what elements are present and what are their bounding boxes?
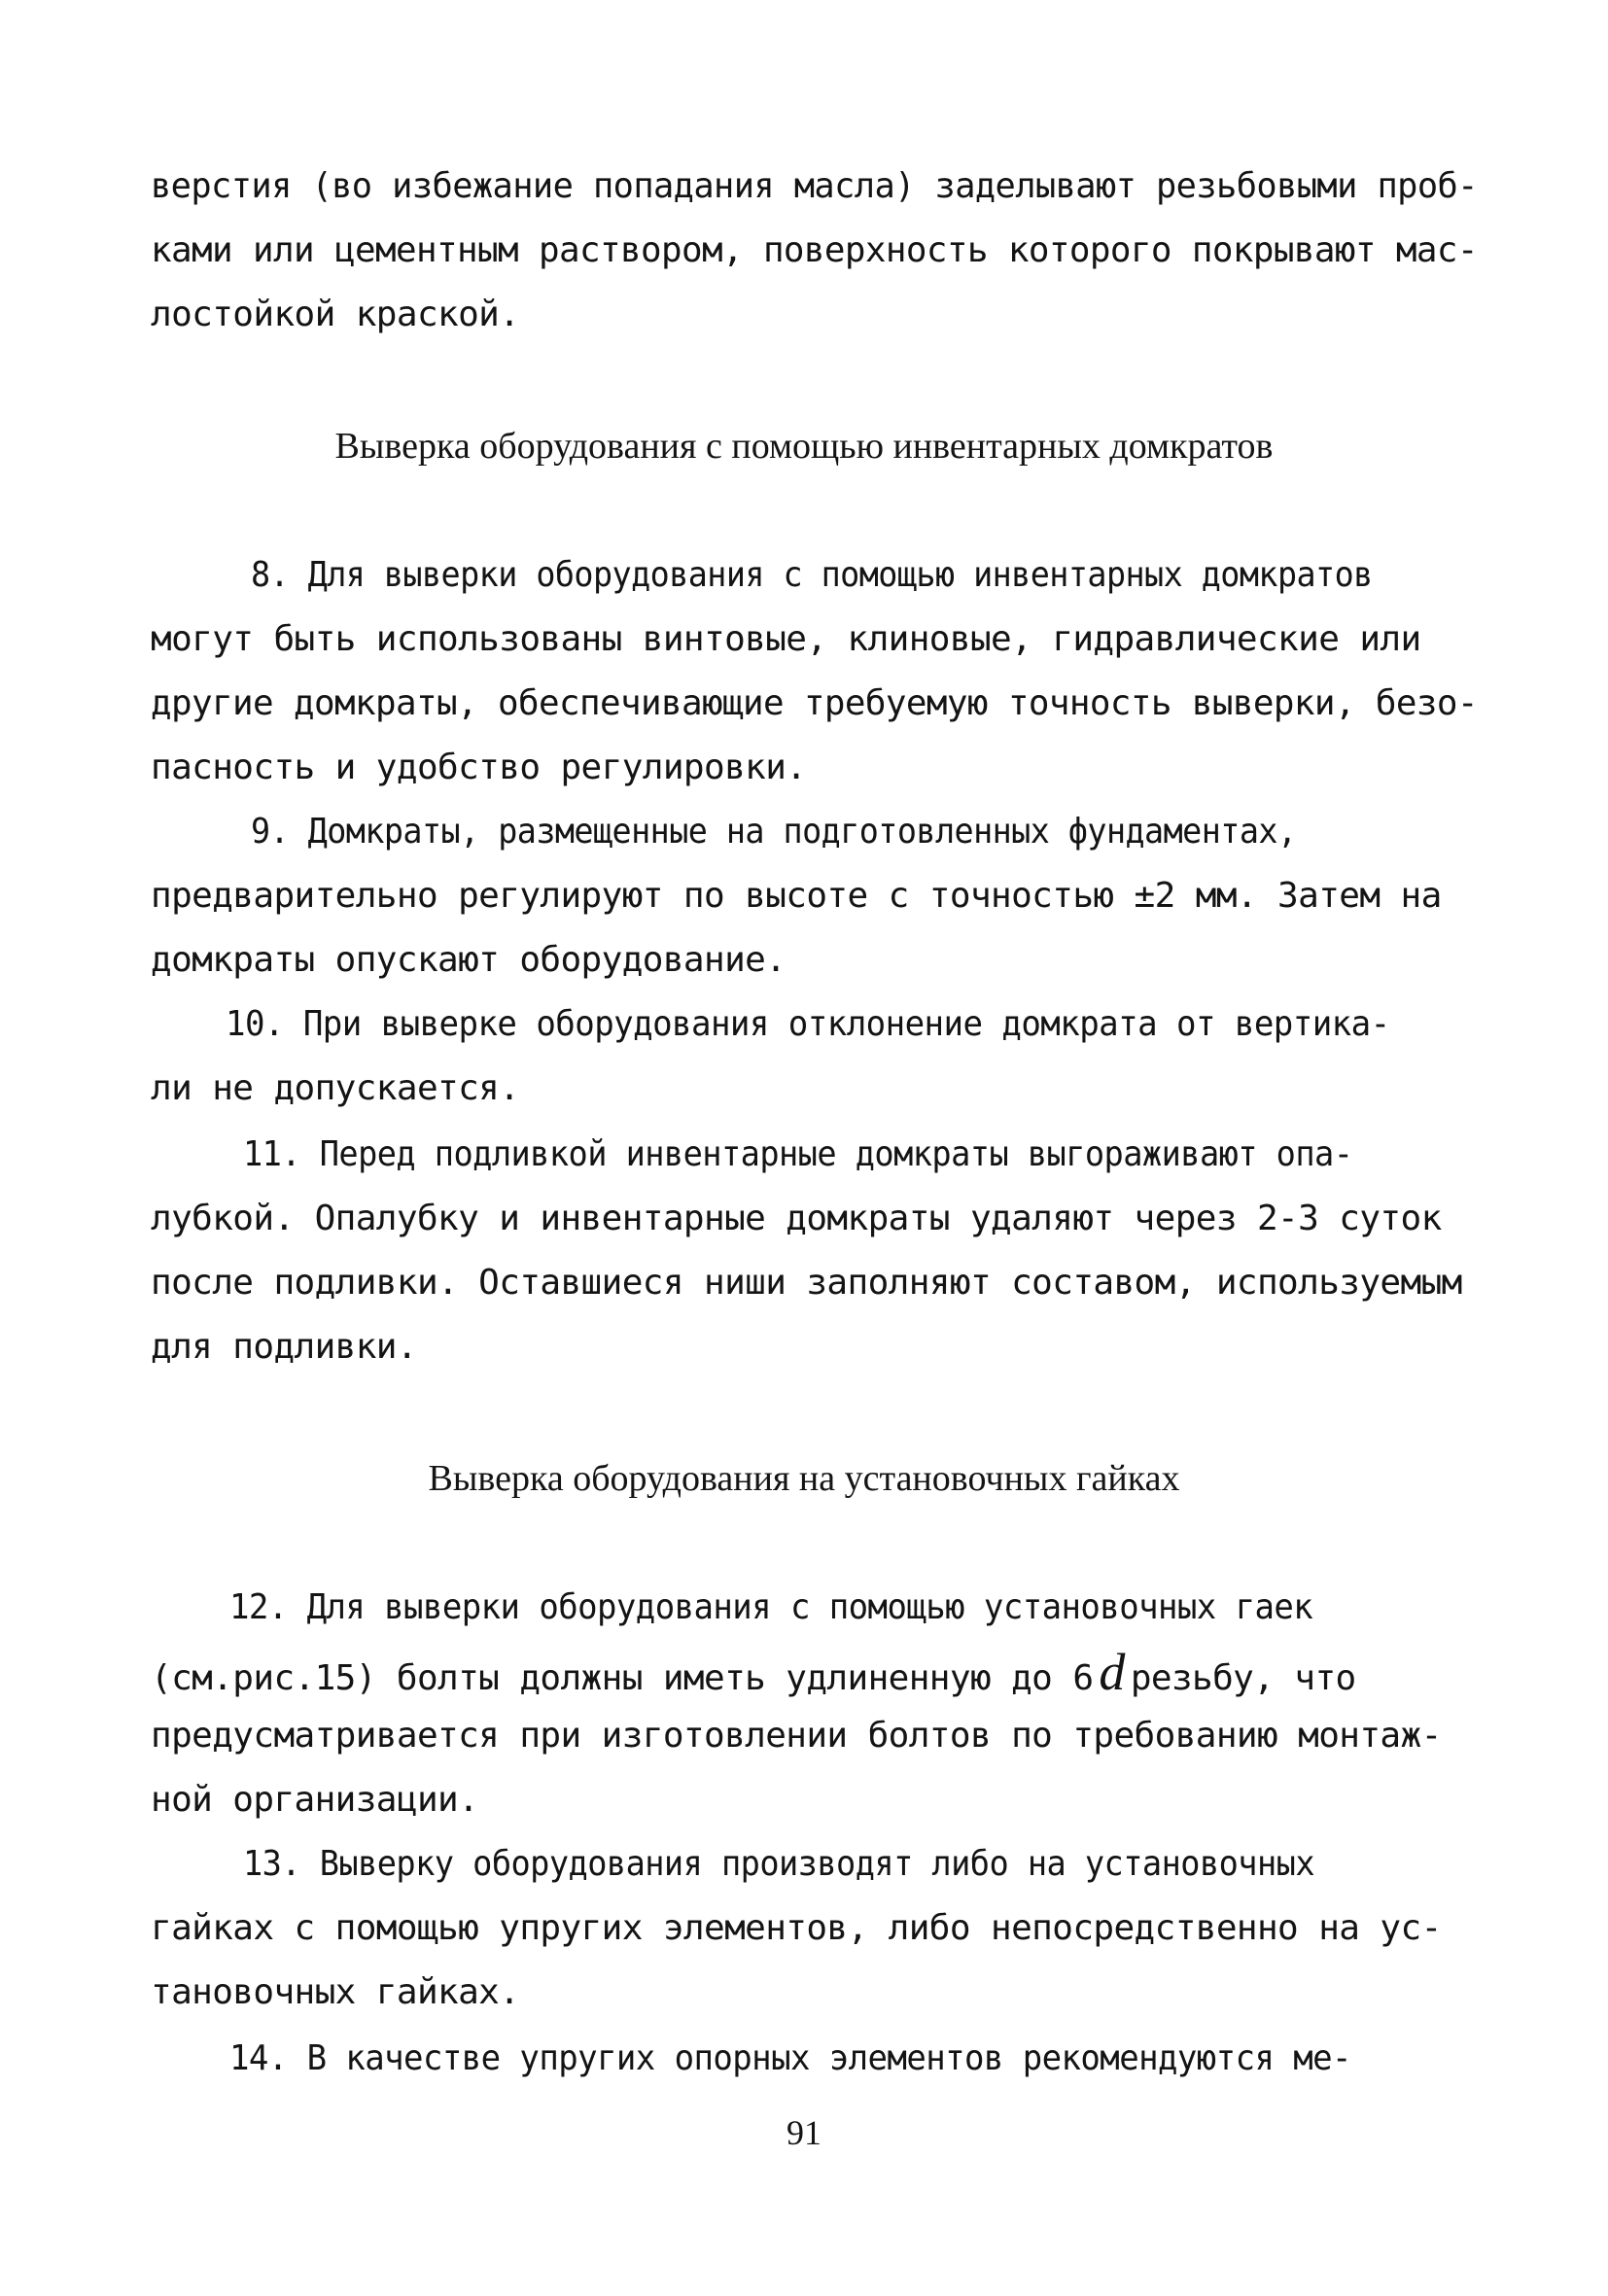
text-line: верстия (во избежание попадания масла) заделывают резьбовыми проб- (151, 166, 1478, 206)
text-line: предусматривается при изготовлении болтов по требованию монтаж- (151, 1716, 1442, 1756)
text-line: 12. Для выверки оборудования с помощью установочных гаек (229, 1587, 1313, 1627)
text-line: 9. Домкраты, размещенные на подготовленных фундаментах, (251, 812, 1297, 852)
text-line: пасность и удобство регулировки. (151, 748, 807, 787)
section-heading: Выверка оборудования с помощью инвентарных домкратов (334, 426, 1274, 467)
section-heading: Выверка оборудования на установочных гайках (428, 1458, 1180, 1499)
handwritten-d: d (1099, 1643, 1125, 1701)
text-line: лостойкой краской. (151, 295, 520, 334)
text-line: предварительно регулируют по высоте с точностью ±2 мм. Затем на (151, 876, 1442, 916)
text-line: для подливки. (151, 1327, 417, 1367)
text-line: домкраты опускают оборудование. (151, 940, 787, 980)
text-segment: резьбу, что (1130, 1658, 1356, 1698)
text-line: 8. Для выверки оборудования с помощью инвентарных домкратов (251, 555, 1373, 595)
text-line: гайках с помощью упругих элементов, либо непосредственно на ус- (151, 1908, 1442, 1948)
text-line: после подливки. Оставшиеся ниши заполняют составом, используемым (151, 1263, 1462, 1303)
text-segment: (см.рис.15) болты должны иметь удлиненную до 6 (151, 1658, 1094, 1698)
text-line: ли не допускается. (151, 1068, 520, 1108)
text-line: 10. При выверке оборудования отклонение домкрата от вертика- (226, 1004, 1390, 1044)
page-number: 91 (787, 2113, 821, 2152)
text-line: другие домкраты, обеспечивающие требуемую точность выверки, безо- (151, 683, 1478, 723)
text-line: ной организации. (151, 1780, 479, 1820)
text-line: 14. В качестве упругих опорных элементов рекомендуются ме- (229, 2038, 1351, 2078)
text-line (151, 1643, 1473, 1701)
text-line: 13. Выверку оборудования производят либо на установочных (243, 1844, 1315, 1884)
text-line: лубкой. Опалубку и инвентарные домкраты удаляют через 2-3 суток (151, 1199, 1442, 1238)
text-line: тановочных гайках. (151, 1972, 520, 2012)
text-line: ками или цементным раствором, поверхность которого покрывают мас- (151, 230, 1478, 270)
text-line: могут быть использованы винтовые, клиновые, гидравлические или (151, 619, 1421, 659)
text-line: 11. Перед подливкой инвентарные домкраты выгораживают опа- (243, 1134, 1353, 1174)
